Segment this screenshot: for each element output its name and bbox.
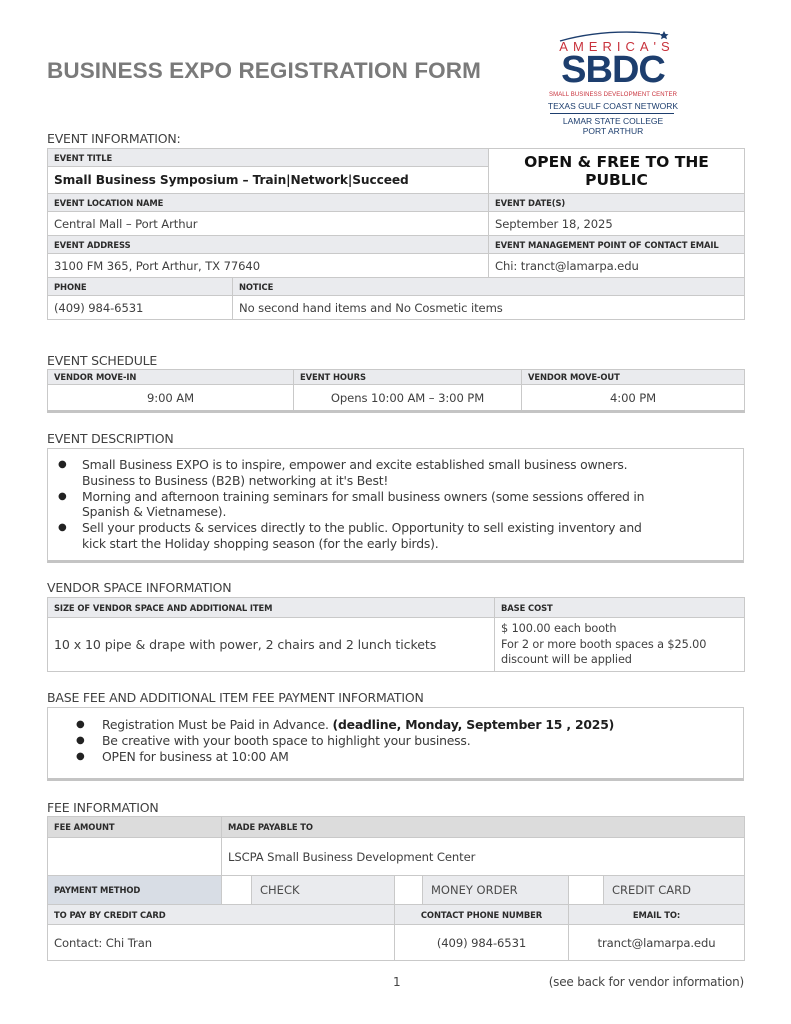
- base-cost-header: BASE COST: [495, 598, 745, 618]
- logo-sbdc: SBDC: [561, 49, 665, 91]
- credit-card-checkbox[interactable]: [569, 876, 604, 905]
- payment-bullet: ● Registration Must be Paid in Advance. (deadline, Monday, September 15 , 2025): [76, 717, 615, 732]
- payment-bullet: ● Be creative with your booth space to highlight your business.: [76, 732, 471, 748]
- contact-email-header: EVENT MANAGEMENT POINT OF CONTACT EMAIL: [489, 236, 745, 254]
- event-hours-field[interactable]: Opens 10:00 AM – 3:00 PM: [294, 385, 522, 412]
- move-out-header: VENDOR MOVE-OUT: [522, 370, 745, 385]
- check-checkbox[interactable]: [222, 876, 252, 905]
- bullet-icon: ●: [58, 459, 67, 470]
- event-schedule-label: EVENT SCHEDULE: [47, 353, 158, 368]
- description-bullet: ● Small Business EXPO is to inspire, empower and excite established small business owners. Business to Business (B2B) networking at it's Best!: [58, 457, 628, 488]
- phone-header: PHONE: [48, 278, 233, 296]
- logo-divider: [550, 113, 674, 114]
- credit-card-contact-field[interactable]: Contact: Chi Tran: [48, 925, 395, 961]
- payable-to-header: MADE PAYABLE TO: [222, 817, 745, 838]
- vendor-space-label: VENDOR SPACE INFORMATION: [47, 580, 232, 595]
- footer-note: (see back for vendor information): [548, 975, 744, 989]
- credit-card-header: TO PAY BY CREDIT CARD: [48, 905, 395, 925]
- event-description-label: EVENT DESCRIPTION: [47, 431, 174, 446]
- page-title: BUSINESS EXPO REGISTRATION FORM: [47, 58, 481, 83]
- check-option: CHECK: [252, 876, 395, 905]
- bullet-icon: ●: [58, 522, 67, 534]
- contact-phone-header: CONTACT PHONE NUMBER: [395, 905, 569, 925]
- payment-information-label: BASE FEE AND ADDITIONAL ITEM FEE PAYMENT INFORMATION: [47, 690, 424, 705]
- logo-line4: PORT ARTHUR: [582, 126, 644, 136]
- fee-information-label: FEE INFORMATION: [47, 800, 159, 815]
- event-hours-header: EVENT HOURS: [294, 370, 522, 385]
- open-free-banner: OPEN & FREE TO THE PUBLIC: [489, 149, 745, 194]
- bullet-icon: ●: [58, 490, 67, 502]
- page-number: 1: [393, 975, 401, 989]
- credit-card-option: CREDIT CARD: [604, 876, 745, 905]
- vendor-size-header: SIZE OF VENDOR SPACE AND ADDITIONAL ITEM: [48, 598, 495, 618]
- logo-line2: TEXAS GULF COAST NETWORK: [547, 101, 679, 111]
- move-in-field[interactable]: 9:00 AM: [48, 385, 294, 412]
- email-to-field[interactable]: tranct@lamarpa.edu: [569, 925, 745, 961]
- payment-method-label: PAYMENT METHOD: [48, 876, 222, 905]
- event-title-header: EVENT TITLE: [48, 149, 489, 167]
- phone-field[interactable]: (409) 984-6531: [48, 296, 233, 320]
- dates-field[interactable]: September 18, 2025: [489, 212, 745, 236]
- bullet-icon: ●: [76, 719, 85, 730]
- fee-information-table: [47, 816, 745, 961]
- vendor-space-table: [47, 597, 745, 672]
- money-order-option: MONEY ORDER: [423, 876, 569, 905]
- logo-line1: SMALL BUSINESS DEVELOPMENT CENTER: [549, 92, 677, 98]
- location-header: EVENT LOCATION NAME: [48, 194, 489, 212]
- location-field[interactable]: Central Mall – Port Arthur: [48, 212, 489, 236]
- notice-header: NOTICE: [233, 278, 745, 296]
- vendor-size-field[interactable]: 10 x 10 pipe & drape with power, 2 chairs and 2 lunch tickets: [48, 618, 495, 672]
- event-title-field[interactable]: Small Business Symposium – Train|Network|Succeed: [48, 167, 489, 194]
- event-description-box: [47, 448, 744, 563]
- contact-email-field[interactable]: Chi: tranct@lamarpa.edu: [489, 254, 745, 278]
- address-field[interactable]: 3100 FM 365, Port Arthur, TX 77640: [48, 254, 489, 278]
- description-bullet: ● Sell your products & services directly to the public. Opportunity to sell existing inventory and kick start the Holiday shopping season (for the early birds).: [58, 520, 642, 551]
- move-out-field[interactable]: 4:00 PM: [522, 385, 745, 412]
- fee-amount-field[interactable]: [48, 838, 222, 876]
- event-information-label: EVENT INFORMATION:: [47, 131, 181, 146]
- logo-line3: LAMAR STATE COLLEGE: [562, 116, 664, 126]
- notice-field[interactable]: No second hand items and No Cosmetic items: [233, 296, 745, 320]
- cost-line: $ 100.00 each booth: [501, 622, 617, 636]
- event-information-table: [47, 148, 745, 320]
- dates-header: EVENT DATE(S): [489, 194, 745, 212]
- move-in-header: VENDOR MOVE-IN: [48, 370, 294, 385]
- logo-americas: AMERICA'S: [559, 39, 675, 54]
- sbdc-logo: [538, 30, 688, 138]
- payment-information-box: [47, 707, 744, 781]
- money-order-checkbox[interactable]: [395, 876, 423, 905]
- bullet-icon: ●: [76, 734, 85, 746]
- payable-to-field[interactable]: LSCPA Small Business Development Center: [222, 838, 745, 876]
- cost-line: discount will be applied: [501, 653, 632, 667]
- description-bullet: ● Morning and afternoon training seminars for small business owners (some sessions offered in Spanish & Vietnamese).: [58, 488, 645, 520]
- email-to-header: EMAIL TO:: [569, 905, 745, 925]
- address-header: EVENT ADDRESS: [48, 236, 489, 254]
- bullet-icon: ●: [76, 750, 85, 762]
- contact-phone-field[interactable]: (409) 984-6531: [395, 925, 569, 961]
- cost-line: For 2 or more booth spaces a $25.00: [501, 637, 707, 651]
- payment-bullet: ● OPEN for business at 10:00 AM: [76, 748, 289, 764]
- base-cost-field[interactable]: [495, 618, 745, 672]
- event-schedule-table: [47, 369, 745, 413]
- fee-amount-header: FEE AMOUNT: [48, 817, 222, 838]
